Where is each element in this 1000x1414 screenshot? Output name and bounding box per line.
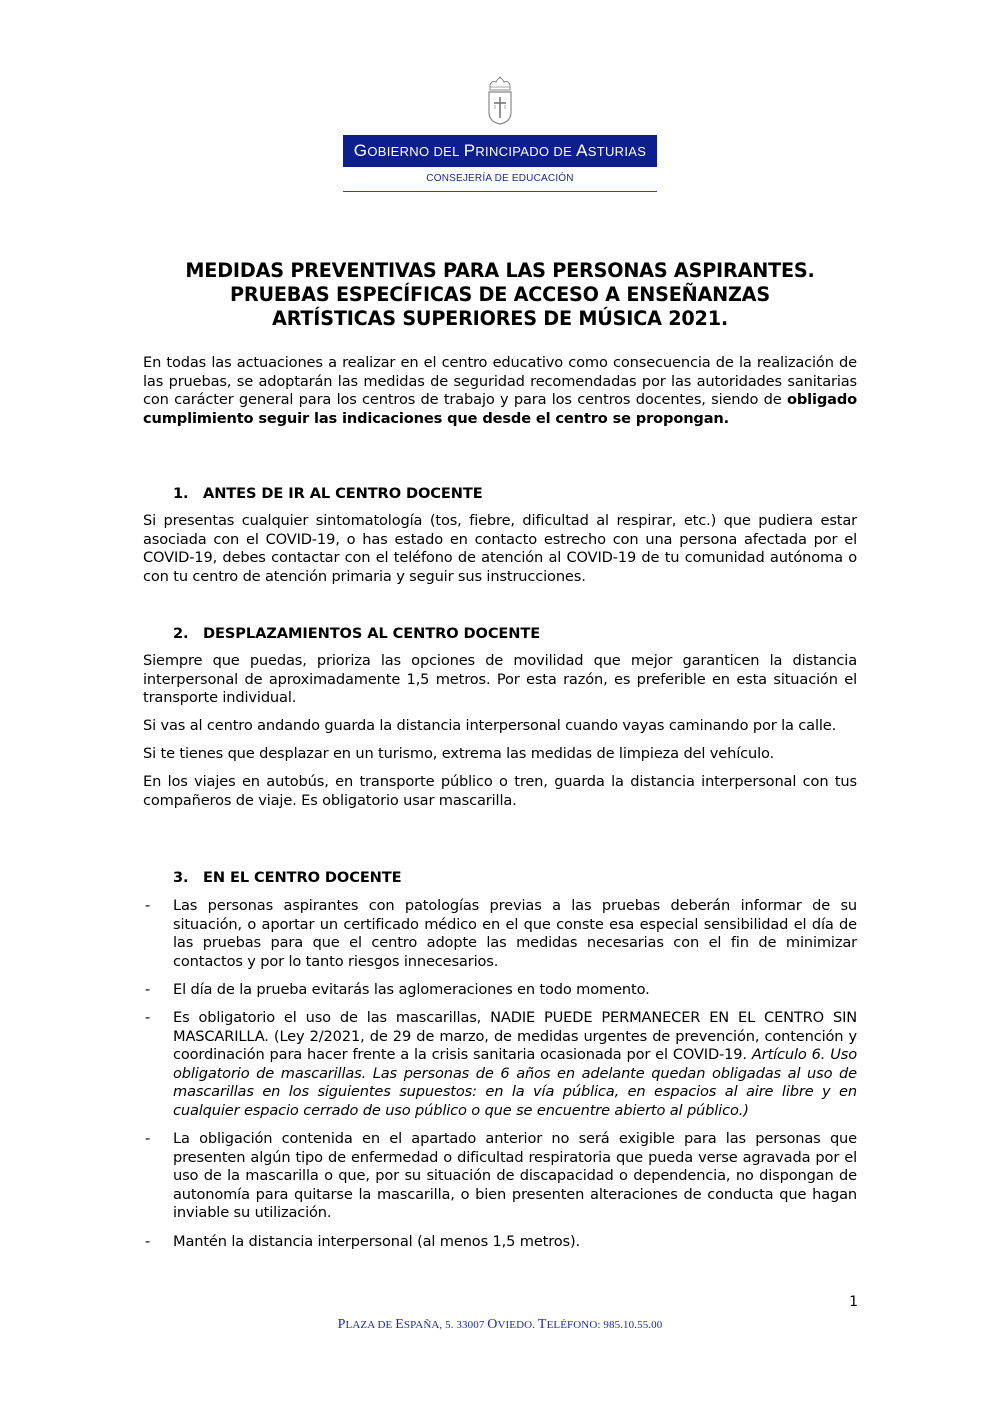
- banner-word-1: GOBIERNO: [353, 141, 430, 160]
- section-1-title: ANTES DE IR AL CENTRO DOCENTE: [203, 485, 483, 502]
- list-item-text: Las personas aspirantes con patologías previas a las pruebas deberán informar de su situación, o aportar un certificado médico en el que conste esa especial sensibilidad el día de las pruebas para que el centro adopte las medidas necesarias con el fin de minimizar contactos y por lo tanto riesgos innecesarios.: [173, 897, 857, 970]
- dash-bullet-icon: -: [145, 1130, 151, 1148]
- list-item-text: La obligación contenida en el apartado anterior no será exigible para las personas que presenten algún tipo de enfermedad o dificultad respiratoria que pueda verse agravada por el uso de la mascarilla o que, por su situación de discapacidad o dependencia, no dispongan de autonomía para quitarse la mascarilla, o bien presenten alteraciones de conducta que hagan inviable su utilización.: [173, 1130, 857, 1222]
- list-item-text: Mantén la distancia interpersonal (al menos 1,5 metros).: [173, 1232, 581, 1250]
- list-item: [143, 1130, 857, 1223]
- section-1-number: 1.: [173, 485, 189, 502]
- footer-smallcaps: ELÉFONO: [546, 1319, 598, 1331]
- page-number: 1: [849, 1294, 858, 1310]
- section-2-paragraph-1: Siempre que puedas, prioriza las opciones de movilidad que mejor garanticen la distancia interpersonal de aproximadamente 1,5 metros. Por esta razón, es preferible en esta situación el transporte individual.: [143, 652, 857, 707]
- footer-smallcaps: VIEDO: [497, 1319, 533, 1331]
- footer-cap: T: [537, 1317, 547, 1332]
- banner-word-5: ASTURIAS: [576, 141, 647, 160]
- header-divider: [343, 191, 657, 192]
- section-3-list: [143, 897, 857, 1261]
- footer-smallcaps: SPAÑA: [403, 1319, 440, 1331]
- list-item: [143, 1009, 857, 1121]
- section-2-body: [143, 652, 857, 820]
- footer-text: : 985.10.55.00: [597, 1319, 663, 1331]
- section-2-paragraph-2: Si vas al centro andando guarda la distancia interpersonal cuando vayas caminando por la calle.: [143, 717, 837, 735]
- footer-cap: P: [337, 1317, 346, 1332]
- banner-word-3: PRINCIPADO: [463, 141, 550, 160]
- list-item-italic-text: Artículo 6. Uso obligatorio de mascarillas. Las personas de 6 años en adelante quedan obligadas al uso de mascarillas en los siguientes supuestos: en la vía pública, en espacios al aire libre y en cualquier espacio cerrado de uso público o que se encuentre abierto al público.): [173, 1046, 857, 1119]
- footer-text: .: [532, 1319, 538, 1331]
- banner-word-4: DE: [553, 143, 573, 159]
- footer-smallcaps: LAZA DE: [345, 1319, 396, 1331]
- section-1-paragraph-1: Si presentas cualquier sintomatología (tos, fiebre, dificultad al respirar, etc.) que pudiera estar asociada con el COVID-19, o has estado en contacto estrecho con una persona afectada por el COVID-19, debes contactar con el teléfono de atención al COVID-19 de tu comunidad autónoma o con tu centro de atención primaria y seguir sus instrucciones.: [143, 512, 857, 585]
- section-1-body: [143, 512, 857, 596]
- section-1-heading: [173, 485, 483, 503]
- section-3-title: EN EL CENTRO DOCENTE: [203, 869, 402, 886]
- footer-text: , 5. 33007: [439, 1319, 488, 1331]
- asturias-coat-of-arms-icon: [486, 76, 514, 126]
- intro-bold-text: obligado cumplimiento seguir las indicaciones que desde el centro se propongan.: [143, 391, 857, 427]
- dash-bullet-icon: -: [145, 897, 151, 914]
- banner-word-2: DEL: [433, 143, 460, 159]
- dash-bullet-icon: -: [145, 1232, 151, 1250]
- document-title: [143, 259, 857, 331]
- list-item-text: El día de la prueba evitarás las aglomeraciones en todo momento.: [173, 980, 650, 998]
- section-3-heading: [173, 869, 402, 887]
- intro-paragraph: [143, 354, 857, 438]
- department-subtitle: CONSEJERÍA DE EDUCACIÓN: [426, 173, 574, 184]
- section-2-title: DESPLAZAMIENTOS AL CENTRO DOCENTE: [203, 625, 541, 642]
- footer-cap: E: [395, 1317, 404, 1332]
- dash-bullet-icon: -: [145, 980, 151, 998]
- government-banner: [343, 135, 657, 167]
- title-line-3: ARTÍSTICAS SUPERIORES DE MÚSICA 2021.: [272, 307, 728, 330]
- intro-text: En todas las actuaciones a realizar en el centro educativo como consecuencia de la realización de las pruebas, se adoptarán las medidas de seguridad recomendadas por las autoridades sanitarias con carácter general para los centros de trabajo y para los centros docentes, siendo de: [143, 354, 857, 409]
- list-item-text: Es obligatorio el uso de las mascarillas, NADIE PUEDE PERMANECER EN EL CENTRO SIN MASCARILLA. (Ley 2/2021, de 29 de marzo, de medidas urgentes de prevención, contención y coordinación para hacer frente a la crisis sanitaria ocasionada por el COVID-19.: [173, 1008, 857, 1064]
- section-2-heading: [173, 625, 540, 643]
- list-item: [143, 1233, 857, 1252]
- list-item: [143, 981, 857, 1000]
- list-item: [143, 897, 857, 971]
- section-3-number: 3.: [173, 869, 189, 886]
- section-2-paragraph-3: Si te tienes que desplazar en un turismo, extrema las medidas de limpieza del vehículo.: [143, 745, 774, 763]
- dash-bullet-icon: -: [145, 1008, 151, 1026]
- footer-address: [0, 1317, 1000, 1333]
- title-line-1: MEDIDAS PREVENTIVAS PARA LAS PERSONAS ASPIRANTES.: [185, 259, 815, 282]
- title-line-2: PRUEBAS ESPECÍFICAS DE ACCESO A ENSEÑANZAS: [230, 283, 770, 306]
- section-2-paragraph-4: En los viajes en autobús, en transporte público o tren, guarda la distancia interpersonal con tus compañeros de viaje. Es obligatorio usar mascarilla.: [143, 773, 857, 810]
- footer-cap: O: [487, 1317, 498, 1332]
- section-2-number: 2.: [173, 625, 189, 642]
